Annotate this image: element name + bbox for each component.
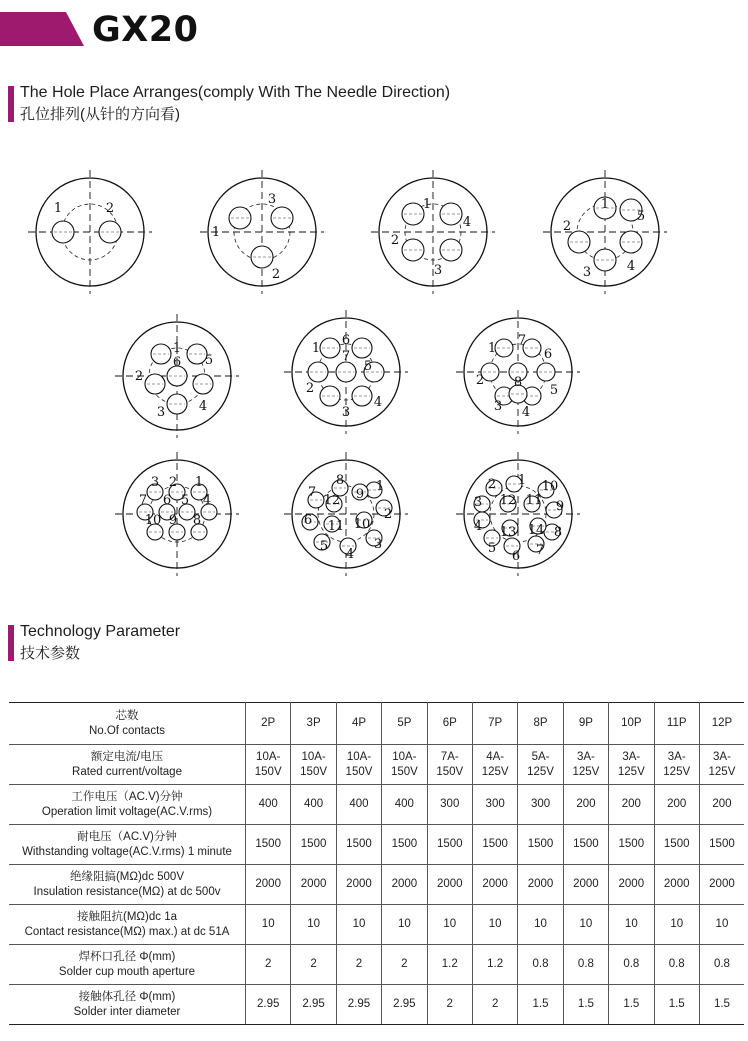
pin-label: 5 (549, 383, 559, 398)
table-cell: 10A- 150V (291, 745, 336, 785)
table-cell: 400 (291, 785, 336, 825)
table-row (9, 945, 744, 985)
pin-label: 6 (162, 493, 172, 508)
row-label: 工作电压（AC.V)分钟 Operation limit voltage(AC.V.rms) (9, 785, 246, 825)
pin-label: 13 (499, 525, 517, 540)
pin-label: 8 (513, 375, 523, 390)
table-cell: 10 (699, 905, 744, 945)
section-title-cn: 孔位排列(从针的方向看) (20, 106, 180, 123)
pin-label: 1 (517, 473, 527, 488)
table-cell: 3A- 125V (699, 745, 744, 785)
table-header-row (9, 703, 744, 745)
table-cell: 1500 (382, 825, 427, 865)
row-label: 额定电流/电压 Rated current/voltage (9, 745, 246, 785)
connector-diagram-3P (200, 170, 324, 294)
pin-label: 3 (156, 405, 166, 420)
pin-label: 6 (543, 347, 553, 362)
column-header: 12P (699, 703, 744, 745)
table-cell: 10 (609, 905, 654, 945)
column-header: 6P (427, 703, 472, 745)
table-cell: 2000 (336, 865, 381, 905)
pin-label: 4 (198, 399, 208, 414)
pin-label: 1 (211, 225, 221, 240)
pin-label: 5 (204, 353, 214, 368)
table-cell: 2000 (382, 865, 427, 905)
row-label: 接触阻抗(MΩ)dc 1a Contact resistance(MΩ) max.) at dc 51A (9, 905, 246, 945)
table-cell: 4A- 125V (472, 745, 517, 785)
table-cell: 2 (291, 945, 336, 985)
column-header: 2P (246, 703, 291, 745)
table-cell: 2 (472, 985, 517, 1025)
technology-parameter-table (9, 702, 744, 1025)
table-cell: 300 (427, 785, 472, 825)
table-cell: 1.5 (699, 985, 744, 1025)
pin-label: 1 (375, 479, 385, 494)
table-cell: 10 (472, 905, 517, 945)
table-row (9, 825, 744, 865)
hole-arrangement-diagrams (0, 160, 748, 580)
table-cell: 2000 (518, 865, 563, 905)
table-cell: 10 (291, 905, 336, 945)
table-cell: 2000 (563, 865, 608, 905)
table-cell: 300 (472, 785, 517, 825)
table-cell: 10 (563, 905, 608, 945)
table-cell: 10 (382, 905, 427, 945)
table-cell: 1500 (654, 825, 699, 865)
table-cell: 2 (336, 945, 381, 985)
table-cell: 10 (518, 905, 563, 945)
pin-label: 3 (341, 405, 351, 420)
table-cell: 2000 (427, 865, 472, 905)
pin-label: 6 (511, 549, 521, 564)
pin-label: 6 (172, 355, 182, 370)
table-cell: 1.2 (427, 945, 472, 985)
table-cell: 200 (609, 785, 654, 825)
column-header: 9P (563, 703, 608, 745)
table-cell: 300 (518, 785, 563, 825)
row-label: 绝缘阻搞(MΩ)dc 500V Insulation resistance(MΩ) at dc 500v (9, 865, 246, 905)
connector-diagram-2P (28, 170, 152, 294)
pin-label: 7 (535, 543, 545, 558)
table-cell: 2.95 (246, 985, 291, 1025)
table-cell: 10 (336, 905, 381, 945)
row-label: 耐电压（AC.V)分钟 Withstanding voltage(AC.V.rms) 1 minute (9, 825, 246, 865)
row-label: 芯数 No.Of contacts (9, 703, 246, 745)
pin-label: 2 (383, 507, 393, 522)
column-header: 5P (382, 703, 427, 745)
pin-label: 4 (462, 215, 472, 230)
table-cell: 10A- 150V (246, 745, 291, 785)
table-cell: 1.5 (654, 985, 699, 1025)
pin-label: 1 (53, 201, 63, 216)
pin-label: 7 (138, 493, 148, 508)
section-bar (8, 625, 14, 661)
table-cell: 400 (336, 785, 381, 825)
table-cell: 400 (246, 785, 291, 825)
pin-label: 3 (473, 495, 483, 510)
pin-label: 5 (363, 359, 373, 374)
pin-label: 3 (582, 265, 592, 280)
pin-label: 2 (305, 381, 315, 396)
pin-label: 5 (319, 539, 329, 554)
pin-label: 2 (134, 369, 144, 384)
table-cell: 1500 (472, 825, 517, 865)
pin-label: 4 (373, 395, 383, 410)
section-title-cn: 技术参数 (20, 645, 81, 662)
table-cell: 10 (246, 905, 291, 945)
pin-label: 9 (355, 487, 365, 502)
table-cell: 1500 (518, 825, 563, 865)
table-cell: 1.5 (518, 985, 563, 1025)
pin-label: 2 (487, 477, 497, 492)
pin-label: 3 (150, 475, 160, 490)
table-cell: 5A- 125V (518, 745, 563, 785)
table-cell: 1500 (336, 825, 381, 865)
pin-label: 1 (172, 341, 182, 356)
pin-label: 2 (271, 267, 281, 282)
table-cell: 1500 (427, 825, 472, 865)
table-cell: 10 (654, 905, 699, 945)
table-cell: 3A- 125V (609, 745, 654, 785)
table-cell: 2000 (246, 865, 291, 905)
pin-label: 9 (555, 499, 565, 514)
table-cell: 2 (246, 945, 291, 985)
pin-label: 1 (487, 341, 497, 356)
column-header: 4P (336, 703, 381, 745)
pin-label: 10 (144, 513, 162, 528)
pin-label: 2 (390, 233, 400, 248)
table-cell: 0.8 (609, 945, 654, 985)
model-title: GX20 (92, 10, 199, 50)
table-row (9, 745, 744, 785)
header-banner (0, 12, 84, 46)
pin-label: 1 (600, 197, 610, 212)
table-cell: 2.95 (291, 985, 336, 1025)
table-cell: 1500 (609, 825, 654, 865)
table-cell: 2.95 (336, 985, 381, 1025)
pin-label: 4 (626, 259, 636, 274)
row-label: 焊杯口孔径 Φ(mm) Solder cup mouth aperture (9, 945, 246, 985)
pin-label: 4 (202, 493, 212, 508)
table-cell: 1.2 (472, 945, 517, 985)
pin-label: 5 (636, 209, 646, 224)
connector-diagram-12P (284, 452, 408, 576)
table-cell: 2000 (699, 865, 744, 905)
section-bar (8, 86, 14, 122)
connector-diagram-4P (371, 170, 495, 294)
table-cell: 2000 (609, 865, 654, 905)
pin-label: 2 (475, 373, 485, 388)
table-row (9, 785, 744, 825)
pin-label: 6 (341, 333, 351, 348)
table-cell: 10A- 150V (382, 745, 427, 785)
table-cell: 2000 (472, 865, 517, 905)
pin-label: 1 (194, 475, 204, 490)
pin-label: 3 (433, 263, 443, 278)
column-header: 7P (472, 703, 517, 745)
row-label: 接触体孔径 Φ(mm) Solder inter diameter (9, 985, 246, 1025)
table-cell: 2 (427, 985, 472, 1025)
table-cell: 10A- 150V (336, 745, 381, 785)
table-cell: 7A- 150V (427, 745, 472, 785)
table-cell: 1500 (291, 825, 336, 865)
table-cell: 200 (654, 785, 699, 825)
connector-diagram-6P (115, 314, 239, 438)
pin-label: 11 (327, 519, 345, 534)
table-cell: 2000 (291, 865, 336, 905)
pin-label: 9 (168, 513, 178, 528)
pin-label: 2 (105, 201, 115, 216)
pin-label: 3 (373, 537, 383, 552)
pin-label: 2 (168, 475, 178, 490)
table-cell: 3A- 125V (563, 745, 608, 785)
table-cell: 200 (699, 785, 744, 825)
table-cell: 1500 (246, 825, 291, 865)
pin-label: 12 (499, 493, 517, 508)
table-cell: 1.5 (609, 985, 654, 1025)
column-header: 10P (609, 703, 654, 745)
pin-label: 5 (487, 541, 497, 556)
column-header: 11P (654, 703, 699, 745)
table-row (9, 905, 744, 945)
table-cell: 2000 (654, 865, 699, 905)
table-cell: 0.8 (563, 945, 608, 985)
table-cell: 0.8 (699, 945, 744, 985)
table-cell: 0.8 (518, 945, 563, 985)
pin-label: 3 (267, 192, 277, 207)
pin-label: 7 (341, 349, 351, 364)
connector-diagram-7P (284, 310, 408, 434)
table-cell: 2 (382, 945, 427, 985)
table-cell: 200 (563, 785, 608, 825)
section-title-en: The Hole Place Arranges(comply With The Needle Direction) (20, 84, 451, 101)
column-header: 3P (291, 703, 336, 745)
pin-label: 8 (192, 513, 202, 528)
table-row (9, 865, 744, 905)
connector-diagram-8P (456, 310, 580, 434)
pin-label: 5 (180, 493, 190, 508)
pin-label: 4 (521, 405, 531, 420)
table-cell: 1500 (699, 825, 744, 865)
connector-diagram-9P (115, 452, 239, 576)
section-title-en: Technology Parameter (20, 623, 181, 640)
pin-label: 7 (517, 333, 527, 348)
pin-label: 8 (553, 525, 563, 540)
connector-diagram-14P (456, 452, 580, 576)
table-cell: 1500 (563, 825, 608, 865)
connector-diagram-5P (543, 170, 667, 294)
pin-label: 6 (303, 513, 313, 528)
pin-label: 3 (493, 399, 503, 414)
table-cell: 3A- 125V (654, 745, 699, 785)
pin-label: 4 (473, 519, 483, 534)
pin-label: 12 (323, 493, 341, 508)
table-cell: 2.95 (382, 985, 427, 1025)
table-cell: 0.8 (654, 945, 699, 985)
pin-label: 7 (307, 485, 317, 500)
pin-label: 10 (541, 479, 559, 494)
pin-label: 10 (353, 517, 371, 532)
table-cell: 1.5 (563, 985, 608, 1025)
pin-label: 1 (311, 341, 321, 356)
pin-label: 4 (345, 547, 355, 562)
pin-label: 2 (562, 219, 572, 234)
column-header: 8P (518, 703, 563, 745)
table-cell: 10 (427, 905, 472, 945)
pin-label: 11 (525, 493, 543, 508)
pin-label: 14 (527, 523, 545, 538)
table-row (9, 985, 744, 1025)
pin-label: 8 (335, 473, 345, 488)
pin-label: 1 (422, 197, 432, 212)
table-cell: 400 (382, 785, 427, 825)
